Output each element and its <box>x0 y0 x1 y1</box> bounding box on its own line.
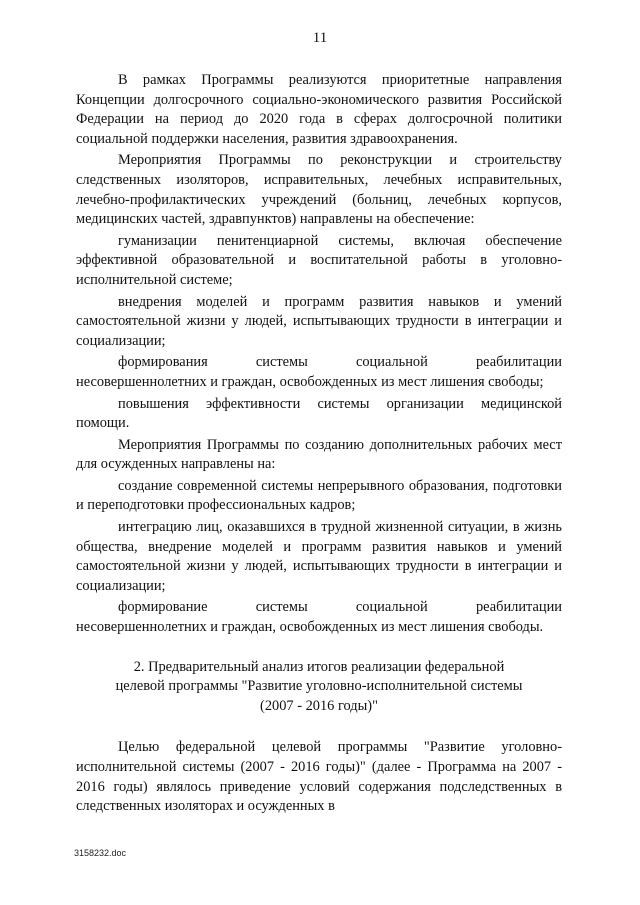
document-body <box>76 71 562 817</box>
paragraph: гуманизации пенитенциарной системы, включая обеспечение эффективной образовательной и воспитательной работы в уголовно-исполнительной системе; <box>76 232 562 288</box>
section-heading-line: целевой программы "Развитие уголовно-исполнительной системы <box>115 678 523 695</box>
section-heading-line: 2. Предварительный анализ итогов реализации федеральной <box>133 658 505 675</box>
paragraph: формирование системы социальной реабилитации несовершеннолетних и граждан, освобожденных из мест лишения свободы. <box>76 599 562 636</box>
page-number: 11 <box>312 30 328 46</box>
paragraph: формирования системы социальной реабилитации несовершеннолетних и граждан, освобожденных из мест лишения свободы; <box>76 354 562 390</box>
paragraph: Мероприятия Программы по реконструкции и строительству следственных изоляторов, исправительных, лечебных исправительных, лечебно-профилактических учреждений (больниц, лечебных корпусов, медицинских частей, здравпунктов) направлены на обеспечение: <box>76 152 562 228</box>
paragraph: интеграцию лиц, оказавшихся в трудной жизненной ситуации, в жизнь общества, внедрение моделей и программ развития навыков и умений самостоятельной жизни у людей, испытывающих трудности в интеграции и социализации; <box>76 519 562 594</box>
section-heading-line: (2007 - 2016 годы)" <box>260 697 378 714</box>
paragraph: повышения эффективности системы организации медицинской помощи. <box>76 395 562 432</box>
paragraph: Целью федеральной целевой программы "Развитие уголовно-исполнительной системы (2007 - 2016 годы)" (далее - Программа на 2007 - 2016 годы) являлось приведение условий содержания подследственных в следственных изоляторах и осужденных в <box>76 739 562 815</box>
section-heading <box>76 658 562 717</box>
paragraph: В рамках Программы реализуются приоритетные направления Концепции долгосрочного социально-экономического развития Российской Федерации на период до 2020 года в сферах долгосрочной политики социальной поддержки населения, развития здравоохранения. <box>76 72 562 147</box>
paragraph: создание современной системы непрерывного образования, подготовки и переподготовки профессиональных кадров; <box>76 477 562 514</box>
paragraph: Мероприятия Программы по созданию дополнительных рабочих мест для осужденных направлены на: <box>76 436 562 473</box>
footer-filename: 3158232.doc <box>74 848 127 858</box>
paragraph: внедрения моделей и программ развития навыков и умений самостоятельной жизни у людей, испытывающих трудности в интеграции и социализации; <box>76 293 562 349</box>
